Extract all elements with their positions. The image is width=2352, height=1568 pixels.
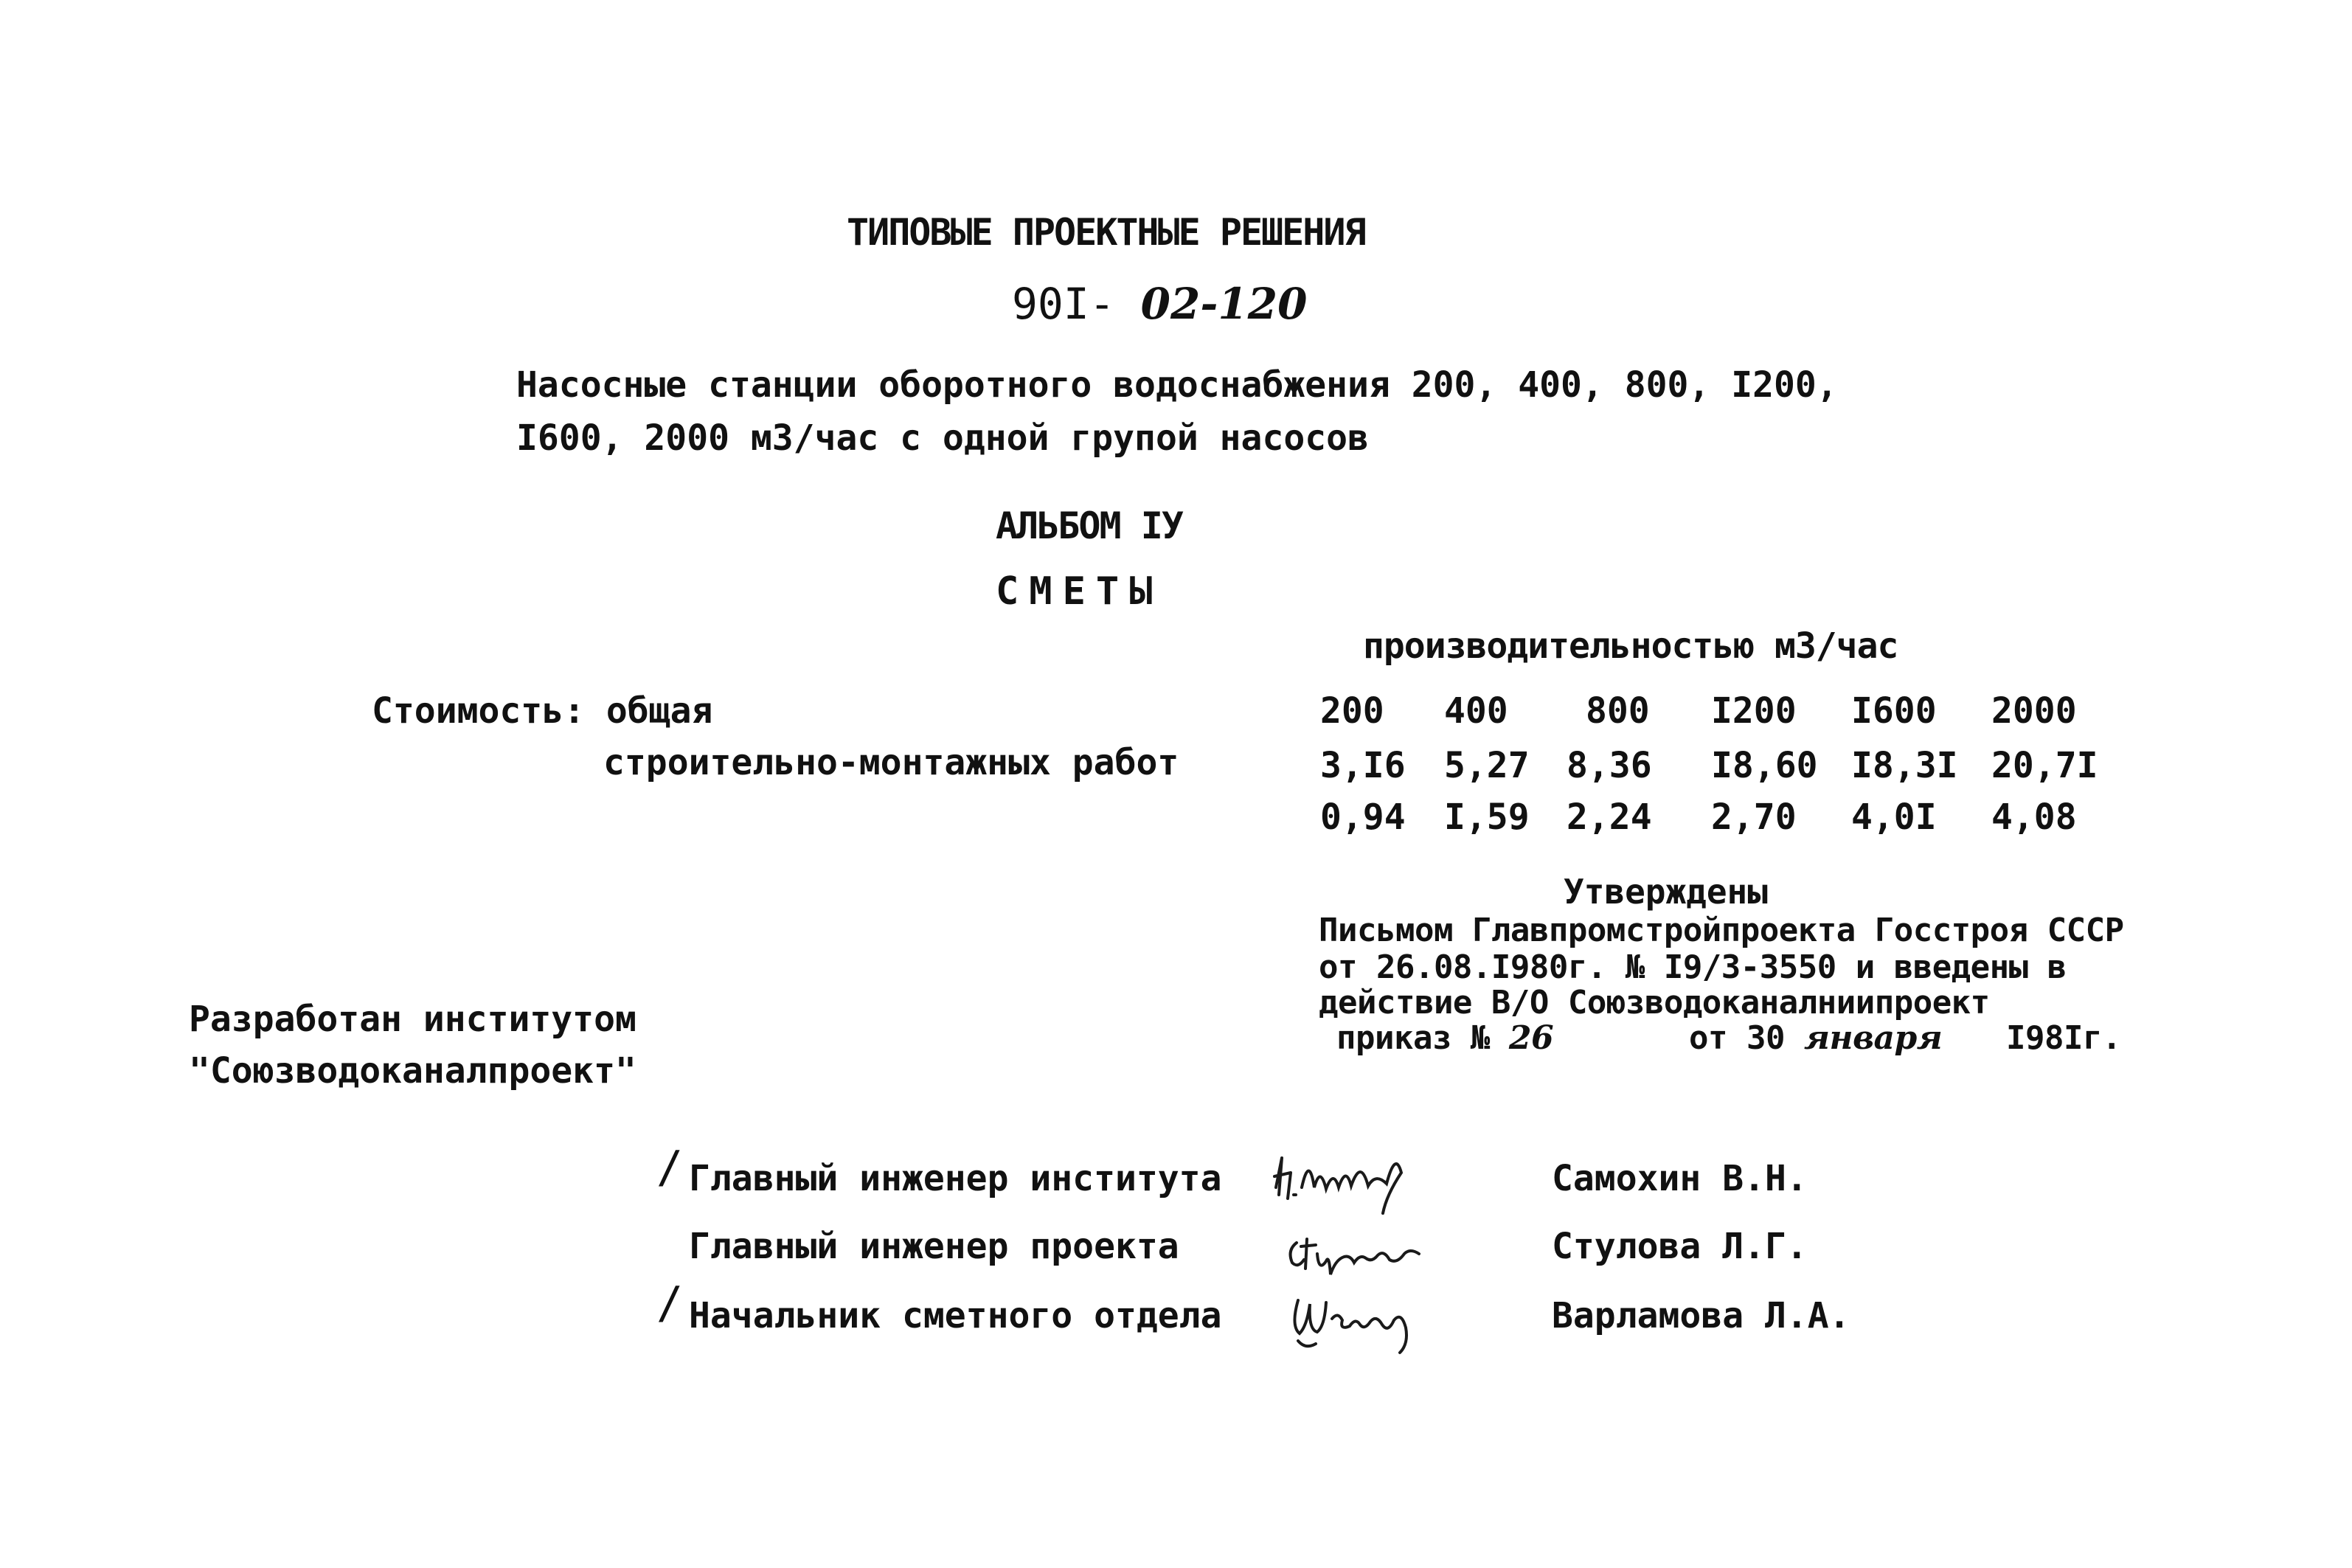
approval-title: Утверждены	[1564, 872, 1768, 912]
series-number	[1012, 279, 1307, 329]
table-cell: 20,7I	[1991, 745, 2098, 786]
tick-mark: /	[656, 1142, 684, 1193]
row-label-construction: строительно-монтажных работ	[603, 742, 1179, 783]
order-prefix: приказ №	[1336, 1019, 1490, 1057]
table-cell: 3,I6	[1320, 745, 1406, 786]
table-cell: 5,27	[1444, 745, 1530, 786]
subject-line-1: Насосные станции оборотного водоснабжения 200, 400, 800, I200,	[516, 364, 1838, 406]
order-date	[1689, 1019, 1942, 1057]
signature-name-3: Варламова Л.А.	[1552, 1295, 1850, 1336]
series-title: ТИПОВЫЕ ПРОЕКТНЫЕ РЕШЕНИЯ	[847, 211, 1365, 254]
table-cell: 0,94	[1320, 797, 1406, 838]
section-title: СМЕТЫ	[996, 569, 1163, 614]
order-date-prefix: от	[1689, 1019, 1727, 1057]
album-label: АЛЬБОМ IУ	[996, 504, 1182, 547]
approval-line-3: действие В/О Союзводоканалниипроект	[1319, 984, 1990, 1021]
order-day: 30	[1746, 1019, 1785, 1057]
table-cell: 2,24	[1567, 797, 1652, 838]
column-header: I600	[1851, 690, 1937, 732]
signature-role-1: Главный инженер института	[689, 1158, 1222, 1199]
order-month-handwritten: января	[1803, 1019, 1943, 1057]
handwritten-signature-2	[1283, 1217, 1423, 1291]
signature-name-2: Стулова Л.Г.	[1552, 1226, 1808, 1267]
table-cell: 4,0I	[1851, 797, 1937, 838]
approval-line-2: от 26.08.I980г. № I9/3-3550 и введены в	[1319, 948, 2067, 986]
signature-role-2: Главный инженер проекта	[689, 1226, 1179, 1267]
order-number-handwritten: 26	[1508, 1019, 1554, 1057]
subject-line-2: I600, 2000 м3/час с одной групой насосов	[516, 417, 1369, 459]
table-cell: I8,3I	[1851, 745, 1958, 786]
column-header: 400	[1444, 690, 1508, 732]
signature-role-3: Начальник сметного отдела	[689, 1295, 1222, 1336]
series-number-handwritten: 02-120	[1140, 279, 1308, 329]
column-header: 800	[1586, 690, 1650, 732]
approval-line-4	[1336, 1019, 1553, 1057]
table-cell: 2,70	[1711, 797, 1797, 838]
series-number-typed: 90I-	[1012, 279, 1141, 329]
column-header: 200	[1320, 690, 1384, 732]
order-year: I98Iг.	[2006, 1019, 2121, 1057]
developer-line-1: Разработан институтом	[189, 999, 636, 1040]
capacity-title: производительностью м3/час	[1363, 625, 1898, 667]
table-cell: I8,60	[1711, 745, 1818, 786]
cost-label: Стоимость: общая	[372, 690, 713, 732]
approval-line-1: Письмом Главпромстройпроекта Госстроя СССР	[1319, 912, 2124, 949]
developer-line-2: "Союзводоканалпроект"	[189, 1050, 636, 1092]
table-cell: I,59	[1444, 797, 1530, 838]
table-cell: 4,08	[1991, 797, 2077, 838]
handwritten-signature-3	[1283, 1282, 1423, 1356]
signature-name-1: Самохин В.Н.	[1552, 1158, 1808, 1199]
column-header: I200	[1711, 690, 1797, 732]
table-cell: 8,36	[1567, 745, 1652, 786]
handwritten-signature-1	[1269, 1143, 1409, 1217]
tick-mark: /	[656, 1277, 684, 1329]
column-header: 2000	[1991, 690, 2077, 732]
